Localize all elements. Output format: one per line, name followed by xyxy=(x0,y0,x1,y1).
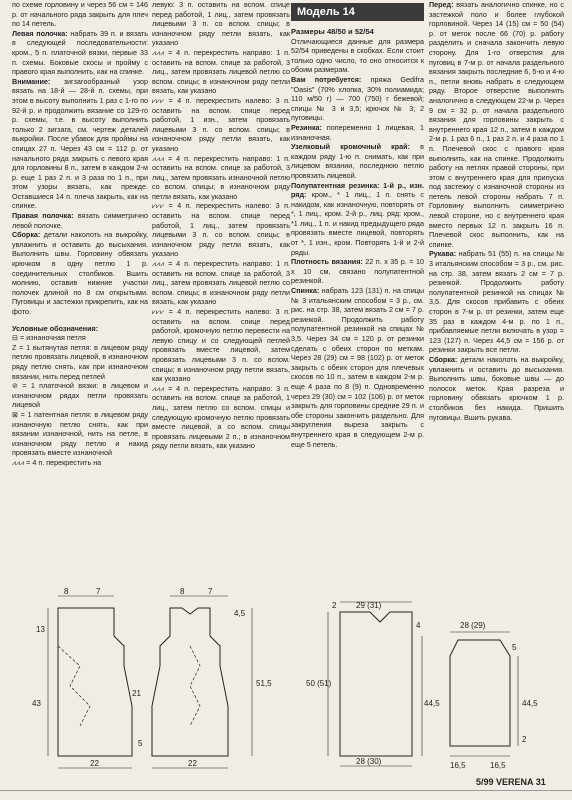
paragraph-text: вязать симметрично левой полочке. xyxy=(12,211,148,230)
legend-item xyxy=(12,458,148,468)
bottom-rule xyxy=(0,790,572,791)
heading-rib: Резинка: xyxy=(291,122,322,132)
dimension-label: 50 (51) xyxy=(306,679,332,688)
legend-item xyxy=(152,96,290,154)
model-title: Модель 14 xyxy=(291,3,424,21)
dimension-label: 8 xyxy=(64,587,69,596)
legend-item xyxy=(152,48,290,96)
paragraph-text: детали наколоть на выкройку, увлажнить и оставить до высыхания. Выполнить швы. Горловину обвязать крючком в одну петлю 1 р. соединительных столбиков. Вшить молнию, оставив нижние участки полочек длиной по 8 см открытыми. Пуговицы и застежки прикрепить, как на фото. xyxy=(12,230,148,316)
cable-symbol-icon: ⩘⩘⩘ xyxy=(152,259,165,269)
dimension-label: 13 xyxy=(36,625,45,634)
heading-density: Плотность вязания: xyxy=(291,257,363,267)
paragraph-text: детали наколоть на выкройку, увлажнить и оставить до высыхания. Выполнить швы, боковые швы — до полосок меток. Края разреза и горловину обвязать крючком 1 р. столбиков без накида. Пришить пуговицы. Вшить рукава. xyxy=(429,354,564,422)
dimension-label: 44,5 xyxy=(424,699,440,708)
heading-back: Спинка: xyxy=(291,286,320,296)
legend-item: ⊠ = 1 патентная петля: в лицевом ряду изнаночную петлю снять, как при вязании изнаночной, нить на петле, в изнаночном ряду петлю и накид провязать вместе изнаночной xyxy=(12,409,148,458)
legend-item-text: = 4 п. перекрестить направо: 1 п. оставить на вспом. спице за работой, 3 лиц., затем провязать лицевой петлю со вспом. спицы; в изнаночном ряду петли вязать, как указано xyxy=(152,47,290,96)
paragraph xyxy=(291,142,424,180)
dimension-label: 43 xyxy=(32,699,41,708)
dimension-label: 22 xyxy=(90,759,99,768)
dimension-label: 44,5 xyxy=(522,699,538,708)
paragraph xyxy=(12,230,148,316)
paragraph-text: пряжа Gedifra "Oasis" (70% хлопка, 30% полиамида; 110 м/50 г) — 700 (750) г бежевой; спицы № 3 и 3,5; крючок № 3; 2 пуговицы. xyxy=(291,74,424,123)
legend-item-text: = 4 п. перекрестить налево: 3 п. оставить на вспом. спице перед работой, кромочную петлю перевести на левую спицу и со следующей петлей провязать вместе лицевой, затем провязать лицевыми 3 п. со вспом. спицы; в изнаночном ряду петли вязать, как указано xyxy=(152,307,290,384)
dimension-label: 4 xyxy=(416,621,421,630)
paragraph-text: набрать 51 (55) п. на спицы № 3 итальянским способом = 3 р., см. рис. на стр. 38, затем вязать 2 см = 7 р. резинкой. Продолжить работу полупатентной резинкой на спицах № 3,5. Для скосов прибавить с обеих сторон в 7-м р. от резинки, затем еще 35 раз в каждом 4-м р. по 1 п., прибавляемые петли включать в узор = 123 (127) п. Через 44,5 см = 156 р. от резинки закрыть все петли. xyxy=(429,249,564,355)
dimension-label: 2 xyxy=(522,735,527,744)
legend-item: ⊘ = 1 платочной вязки: в лицевом и изнаночном рядах петли провязать лицевой xyxy=(12,381,148,410)
legend-item: Z = 1 вытянутая петля: в лицевом ряду петлю провязать лицевой, в изнаночном ряду петлю снять, как при изнаночном вязании, нить перед петлей xyxy=(12,342,148,381)
paragraph xyxy=(12,211,148,230)
heading-right-front: Правая полочка: xyxy=(12,211,74,221)
paragraph-text: кром., * 1 лиц., 1 п. снять с накидом, как изнаночную, повторять от *, 1 лиц., кром. 2-й р., лиц. ряд: кром., *1 лиц., 1 п. и накид предыдущего ряда провязать вместе лицевой, повторять от *, 1 изн., кром. Повторять 1-й и 2-й ряды. xyxy=(291,190,424,257)
dimension-label: 28 (29) xyxy=(460,621,486,630)
dimension-label: 22 xyxy=(188,759,197,768)
dimension-label: 28 (30) xyxy=(356,757,382,766)
paragraph xyxy=(291,181,424,258)
dimension-label: 5 xyxy=(512,643,517,652)
legend-item-text: = 4 п. перекрестить на xyxy=(26,457,102,467)
paragraph-text: вязать аналогично спинке, но с застежкой поло и более глубокой горловиной. Через 14 (15) см = 50 (54) р. от меток после 66 (70) р. работу разделить и сначала закончить левую сторону. Для 1-го отверстия для пуговиц в 7-м р. от начала раздельного вязания закрыть последние 6, 5-ю и 4-ю п., петли вновь набрать в следующем ряду. Второе отверстие выполнить аналогично в следующем 22-м р. Через 9 см = 32 р. от начала раздельного вязания для горловины закрыть с внутреннего края 12 п., затем в каждом 2-м р. 1 раз 6 п., 1 раз 2 п. и 4 раза по 1 п. Плечевой скос с правого края выполнить, как на спинке. Продолжить работу на петлях правой стороны, при этом с внутреннего края для припуска под застежку с изнаночной стороны из петель левой стороны набрать 7 п. Горловину выполнить симметрично левой стороне, но с внутреннего края вместо первых 12 п. закрыть 16 п. Плечевой скос выполнить, как на спинке. xyxy=(429,0,564,249)
text-column-4 xyxy=(429,0,564,422)
dimension-label: 4,5 xyxy=(234,609,246,618)
dimension-label: 21 xyxy=(132,689,141,698)
paragraph-text: 22 п. х 35 р. = 10 х 10 см, связано полупатентной резинкой. xyxy=(291,257,425,286)
legend-item xyxy=(152,154,290,202)
legend-item xyxy=(152,307,290,384)
legend-item: ⊟ = изнаночная петля xyxy=(12,333,86,343)
dimension-label: 16,5 xyxy=(450,761,466,770)
heading-front: Перед: xyxy=(429,0,454,9)
heading-materials: Вам потребуется: xyxy=(291,74,362,84)
paragraph xyxy=(429,0,564,249)
paragraph-text: набрать 39 п. и вязать в следующей последовательности: кром., 5 п. платочной вязки, первые 33 п. схемы. Боковые скосы и пройму с правого края выполнить, как на спинке. xyxy=(12,28,148,77)
text-column-3 xyxy=(291,0,424,449)
legend-item-text: = 4 п. перекрестить налево: 3 п. оставить на вспом. спице перед работой, 1 лиц., затем провязать лицевыми 3 п. со вспом. спицы; в изнаночном ряду петли вязать, как указано xyxy=(152,201,290,259)
text-column-2 xyxy=(152,0,290,451)
cable-symbol-icon: ⩘⩘⩘ xyxy=(12,457,25,467)
dimension-label: 51,5 xyxy=(256,679,272,688)
paragraph xyxy=(429,355,564,422)
dimension-label: 5 xyxy=(138,739,143,748)
sizes-heading: Размеры 48/50 и 52/54 xyxy=(291,27,374,36)
dimension-label: 7 xyxy=(96,587,101,596)
pattern-diagram-right xyxy=(300,596,566,776)
dimension-label: 29 (31) xyxy=(356,601,382,610)
heading-sleeves: Рукава: xyxy=(429,249,457,259)
legend-item xyxy=(152,201,290,259)
paragraph-text: набрать 123 (131) п. на спицы № 3 итальянским способом = 3 р., см. рис. на стр. 38, затем вязать 2 см = 7 р. резинкой. Продолжить работу полупатентной резинкой на спицах № 3,5. Через 34 см = 120 р. от резинки сделать с обеих сторон по меткам. Через 28 (29) см = 98 (102) р. от меток закрыть с обеих сторон для плечевых скосов по 10 п., затем в каждом 2-м р. еще 4 раза по 8 (9) п. Одновременно через 29 (30) см = 102 (106) р. от меток закрыть для горловины средние 29 п. и обе стороны закончить раздельно. Для закругления выреза закрыть с внутреннего края в следующем 2-м р. еще 5 петель. xyxy=(291,286,424,449)
sleeve-piece-outline xyxy=(450,640,510,746)
legend-item-text: = 4 п. перекрестить налево: 3 п. оставить на вспом. спице перед работой, 1 изн., затем провязать лицевыми 3 п. со вспом. спицы; в изнаночном ряду петли вязать, как указано xyxy=(152,95,290,153)
paragraph xyxy=(291,286,424,449)
heading-attention: Внимание: xyxy=(12,76,51,86)
cable-symbol-icon: ⩗⩗⩗ xyxy=(152,201,165,211)
legend-item-text: = 4 п. перекрестить направо: 1 п. оставить на вспом. спице за работой, 3 лиц., затем провязать лицевой петлю со вспом. спицы; в изнаночном ряду петли вязать, как указано xyxy=(152,259,290,307)
cable-symbol-icon: ⩘⩘⩘ xyxy=(152,153,165,163)
back-piece-outline xyxy=(152,608,228,756)
paragraph xyxy=(291,257,424,286)
front-piece-outline xyxy=(58,608,132,756)
legend-item xyxy=(152,259,290,307)
page-footer: 5/99 VERENA 31 xyxy=(476,777,546,787)
cable-symbol-icon: ⩘⩘⩘ xyxy=(152,47,165,57)
pattern-diagram-left xyxy=(20,586,290,776)
paragraph xyxy=(291,123,424,142)
paragraph-text: попеременно 1 лицевая, 1 изнаночная. xyxy=(291,122,424,142)
paragraph xyxy=(429,249,564,355)
heading-left-front: Левая полочка: xyxy=(12,28,68,38)
cable-symbol-icon: ⩗⩗⩗ xyxy=(152,95,165,105)
cable-symbol-icon: ⩘⩘⩘ xyxy=(152,383,165,393)
dimension-label: 16,5 xyxy=(490,761,506,770)
heading-pattern: Полупатентная резинка: 1-й р., изн. ряд: xyxy=(291,180,424,200)
dimension-label: 7 xyxy=(208,587,213,596)
legend-item xyxy=(152,384,290,451)
cable-symbol-icon: ⩗⩗⩗ xyxy=(152,307,165,316)
body-piece-outline xyxy=(340,612,412,756)
paragraph xyxy=(12,29,148,77)
legend-item-text: = 4 п. перекрестить направо: 3 п. оставить на вспом. спице за работой, 1 лиц., затем петлю со вспом. спицы и следующую кромочную петлю провязать вместе лицевой, а со вспом. спицы провязать лицевыми 2 п.; в изнаночном ряду петли вязать, как указано xyxy=(152,383,290,451)
paragraph xyxy=(291,75,424,123)
paragraph xyxy=(12,77,148,211)
paragraph-text: зигзагообразный узор вязать на 18-й — 28-й п. схемы, при этом в высоту выполнить 1 раз с 1-го по 92-й р. и продолжить вязание со 129-го р. схемы, т.е. в высоту выполнить только 2 зигзага, см. чертеж деталей выкройки. После убавок для проймы на спицах 27 п. Через 43 см = 112 р. от начального ряда закрыть с левого края для горловины 8 п., затем в каждом 2-м р. еще 1 раз 2 п. и 3 раза по 1 п., при этом узоры вязать, как прежде. Оставшиеся 14 п. плеча закрыть, как на спинке. xyxy=(12,76,148,211)
legend-title: Условные обозначения: xyxy=(12,323,99,333)
text-column-1 xyxy=(12,0,148,468)
heading-assembly: Сборка: xyxy=(12,230,41,240)
dimension-label: 8 xyxy=(180,587,185,596)
paragraph-text: в каждом ряду 1-ю п. снимать, как при лицевом вязании, последнюю петлю провязать лицевой. xyxy=(291,142,424,180)
heading-assembly: Сборка: xyxy=(429,354,458,364)
legend-item-text: = 4 п. перекрестить направо: 1 п. оставить на вспом. спице за работой, 3 лиц., затем провязать изнаночной петлю со вспом. спицы; в изнаночном ряду петли вязать, как указано xyxy=(152,153,290,201)
paragraph: Отличающиеся данные для размера 52/54 приведены в скобках. Если стоит только одно число, то оно относится к обоим размерам. xyxy=(291,36,424,75)
paragraph: по схеме горловину и через 56 см = 146 р. от начального ряда закрыть для плеч по 14 петель. xyxy=(12,0,148,29)
dimension-label: 2 xyxy=(332,601,337,610)
heading-edge: Узелковый кромочный край: xyxy=(291,142,410,152)
paragraph: левую: 3 п. оставить на вспом. спице перед работой, 1 лиц., затем провязать лицевыми 3 п. со вспом. спицы; в изнаночном ряду петли вязать, как указано xyxy=(152,0,290,48)
